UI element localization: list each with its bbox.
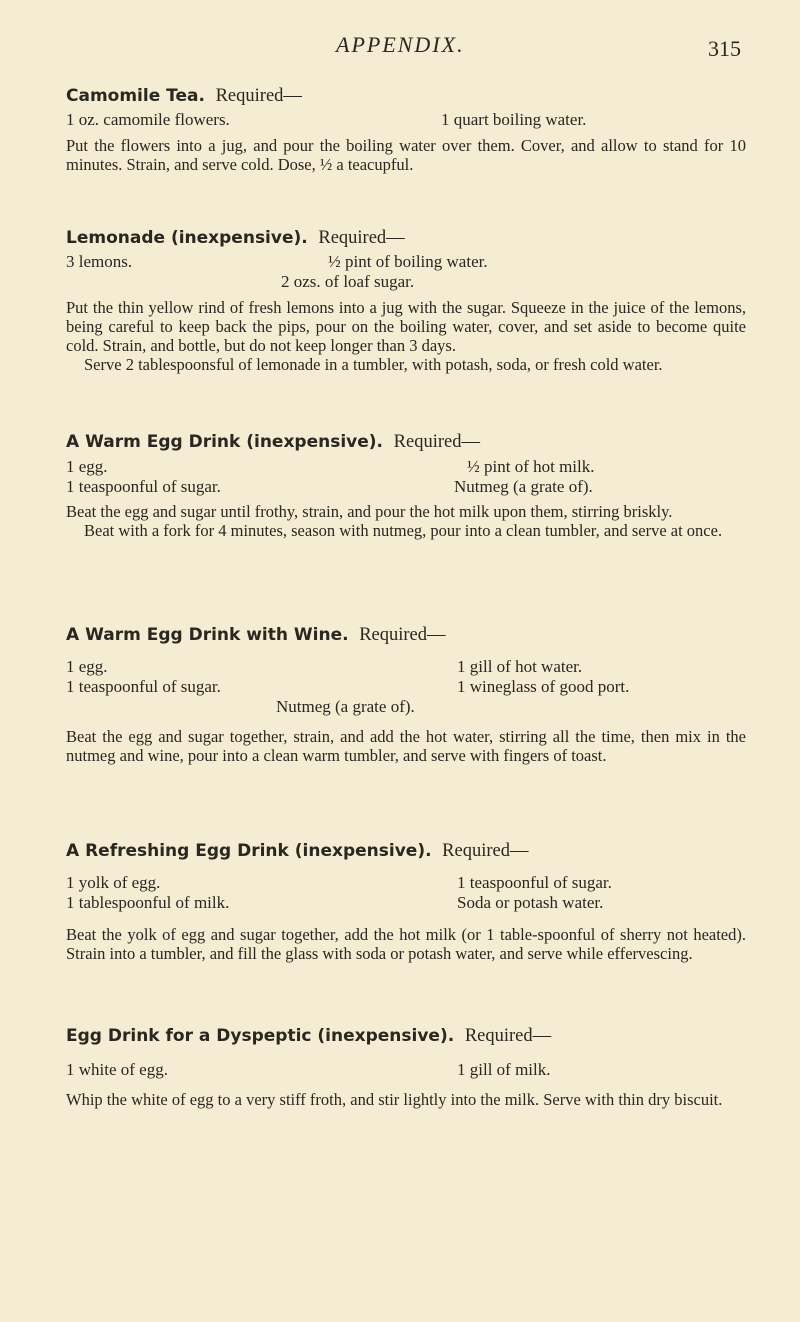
- required-label: Required—: [359, 625, 446, 645]
- ingredient-row: [66, 252, 746, 272]
- ingredient: 1 egg.: [66, 457, 108, 476]
- ingredient: 1 quart boiling water.: [441, 110, 587, 129]
- recipe-egg-drink-dyspeptic: [66, 1024, 746, 1109]
- required-label: Required—: [442, 841, 529, 861]
- ingredient: 1 wineglass of good port.: [457, 677, 630, 696]
- running-head: APPENDIX.: [336, 32, 465, 57]
- recipe-lemonade: [66, 226, 746, 374]
- ingredient-row: [66, 657, 746, 677]
- method-paragraph: Beat the egg and sugar together, strain, and add the hot water, stirring all the time, then mix in the nutmeg and wine, pour into a clean warm tumbler, and serve with fingers of toast.: [66, 727, 746, 765]
- recipe-title: A Refreshing Egg Drink (inexpensive).: [66, 841, 432, 861]
- page-number: 315: [708, 36, 741, 61]
- recipe-title-line: [66, 623, 746, 647]
- method-paragraph: Whip the white of egg to a very stiff froth, and stir lightly into the milk. Serve with thin dry biscuit.: [66, 1090, 723, 1109]
- required-label: Required—: [393, 432, 480, 452]
- ingredient: ½ pint of hot milk.: [467, 457, 595, 476]
- ingredient: Nutmeg (a grate of).: [454, 477, 593, 496]
- required-label: Required—: [215, 86, 302, 106]
- recipe-title-line: [66, 84, 746, 108]
- ingredient: 1 teaspoonful of sugar.: [66, 477, 221, 496]
- ingredient: ½ pint of boiling water.: [328, 252, 488, 271]
- recipe-title: Egg Drink for a Dyspeptic (inexpensive).: [66, 1026, 455, 1046]
- recipe-warm-egg-drink-with-wine: [66, 623, 746, 765]
- ingredient-row: [66, 272, 746, 292]
- recipe-title-line: [66, 1024, 746, 1048]
- ingredient: 3 lemons.: [66, 252, 133, 271]
- recipe-title-line: [66, 839, 746, 863]
- method-paragraph: Put the flowers into a jug, and pour the boiling water over them. Cover, and allow to stand for 10 minutes. Strain, and serve cold. Dose, ½ a teacupful.: [66, 136, 746, 174]
- ingredient: 1 teaspoonful of sugar.: [457, 873, 612, 892]
- method-paragraph: Put the thin yellow rind of fresh lemons into a jug with the sugar. Squeeze in the juice of the lemons, being careful to keep back the pips, pour on the boiling water, cover, and set aside to become quite cold. Strain, and bottle, but do not keep longer than 3 days.: [66, 298, 746, 355]
- ingredient: Nutmeg (a grate of).: [276, 697, 415, 716]
- ingredient: 1 yolk of egg.: [66, 873, 161, 892]
- recipe-title: Camomile Tea.: [66, 86, 205, 106]
- required-label: Required—: [464, 1026, 552, 1046]
- ingredient: 1 gill of milk.: [457, 1060, 551, 1079]
- ingredient-row: [66, 873, 746, 893]
- method-paragraph: Beat the egg and sugar until frothy, strain, and pour the hot milk upon them, stirring briskly.: [66, 502, 673, 521]
- page-header: [0, 32, 800, 62]
- ingredient: 2 ozs. of loaf sugar.: [281, 272, 415, 291]
- recipe-camomile-tea: [66, 84, 746, 174]
- method-paragraph: Beat with a fork for 4 minutes, season with nutmeg, pour into a clean tumbler, and serve at once.: [84, 521, 723, 540]
- method-paragraph: Serve 2 tablespoonsful of lemonade in a tumbler, with potash, soda, or fresh cold water.: [84, 355, 663, 374]
- ingredient: 1 white of egg.: [66, 1060, 168, 1079]
- ingredient-row: [66, 457, 746, 477]
- recipe-title: Lemonade (inexpensive).: [66, 228, 308, 248]
- method-paragraph: Beat the yolk of egg and sugar together, add the hot milk (or 1 table-spoonful of sherry not heated). Strain into a tumbler, and fill the glass with soda or potash water, and serve while effervescing.: [66, 925, 746, 963]
- ingredient-row: [66, 697, 746, 717]
- ingredient: 1 gill of hot water.: [457, 657, 583, 676]
- ingredient-row: [66, 110, 746, 130]
- recipe-refreshing-egg-drink: [66, 839, 746, 963]
- recipe-title-line: [66, 430, 746, 454]
- recipe-title: A Warm Egg Drink with Wine.: [66, 625, 349, 645]
- ingredient: 1 egg.: [66, 657, 108, 676]
- ingredient: 1 teaspoonful of sugar.: [66, 677, 221, 696]
- ingredient-row: [66, 1060, 746, 1080]
- required-label: Required—: [318, 228, 405, 248]
- ingredient-row: [66, 677, 746, 697]
- ingredient: Soda or potash water.: [457, 893, 604, 912]
- recipe-title-line: [66, 226, 746, 250]
- ingredient: 1 oz. camomile flowers.: [66, 110, 230, 129]
- ingredient-row: [66, 477, 746, 497]
- ingredient-row: [66, 893, 746, 913]
- ingredient: 1 tablespoonful of milk.: [66, 893, 230, 912]
- recipe-title: A Warm Egg Drink (inexpensive).: [66, 432, 384, 452]
- recipe-warm-egg-drink: [66, 430, 746, 540]
